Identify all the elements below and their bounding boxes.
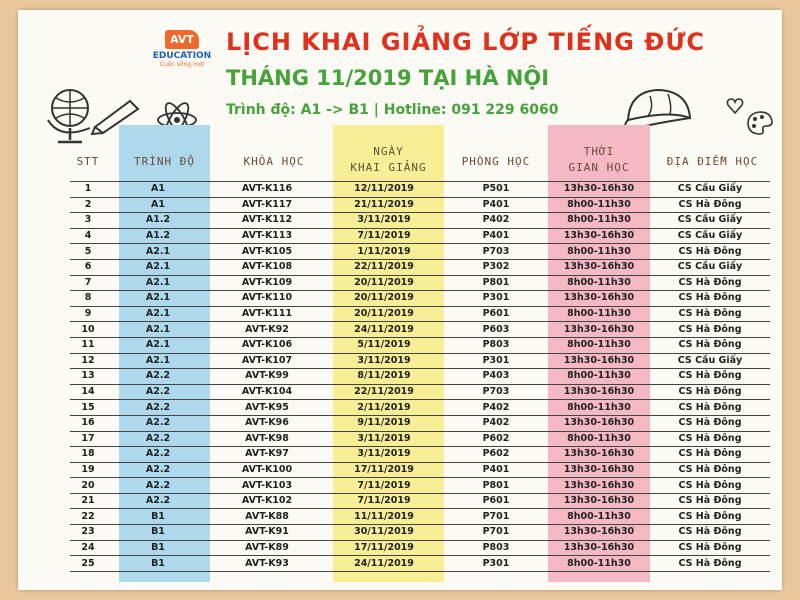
cell-location: CS Cầu Giấy: [650, 213, 770, 229]
cell-start_date: 17/11/2019: [324, 462, 444, 478]
cell-stt: 12: [70, 353, 106, 369]
cell-stt: 20: [70, 478, 106, 494]
cell-time: 8h00-11h30: [548, 244, 650, 260]
cell-time: 13h30-16h30: [548, 415, 650, 431]
header-location: ĐỊA ĐIỂM HỌC: [666, 155, 759, 168]
cell-time: 8h00-11h30: [548, 556, 650, 572]
cell-location: CS Hà Đông: [650, 306, 770, 322]
page-subtitle: THÁNG 11/2019 TẠI HÀ NỘI: [226, 66, 550, 90]
cell-start_date: 21/11/2019: [324, 197, 444, 213]
cell-room: P301: [444, 353, 548, 369]
cell-start_date: 20/11/2019: [324, 306, 444, 322]
cell-course: AVT-K106: [210, 337, 324, 353]
cell-level: A1: [106, 182, 210, 198]
cell-start_date: 9/11/2019: [324, 415, 444, 431]
cell-course: AVT-K108: [210, 259, 324, 275]
table-row: [70, 478, 770, 494]
cell-level: A2.1: [106, 337, 210, 353]
cell-location: CS Cầu Giấy: [650, 259, 770, 275]
table-row: [70, 369, 770, 385]
cell-start_date: 11/11/2019: [324, 509, 444, 525]
cell-start_date: 3/11/2019: [324, 431, 444, 447]
table-row: [70, 259, 770, 275]
logo-tagline: Cuộc sống mới: [159, 61, 205, 68]
header-level: TRÌNH ĐỘ: [134, 155, 195, 168]
cell-room: P402: [444, 415, 548, 431]
table-row: [70, 275, 770, 291]
cell-course: AVT-K98: [210, 431, 324, 447]
cell-start_date: 2/11/2019: [324, 400, 444, 416]
cell-level: B1: [106, 525, 210, 541]
cell-time: 13h30-16h30: [548, 353, 650, 369]
cell-course: AVT-K93: [210, 556, 324, 572]
cell-level: A2.2: [106, 415, 210, 431]
table-row: [70, 431, 770, 447]
cell-stt: 22: [70, 509, 106, 525]
cell-location: CS Hà Đông: [650, 525, 770, 541]
header-room: PHÒNG HỌC: [461, 155, 531, 168]
cell-room: P703: [444, 244, 548, 260]
cell-location: CS Hà Đông: [650, 478, 770, 494]
table-row: [70, 400, 770, 416]
cell-room: P301: [444, 556, 548, 572]
cell-level: A1.2: [106, 228, 210, 244]
cell-room: P402: [444, 400, 548, 416]
cell-location: CS Hà Đông: [650, 447, 770, 463]
cell-level: A1: [106, 197, 210, 213]
page-title: LỊCH KHAI GIẢNG LỚP TIẾNG ĐỨC: [226, 28, 705, 56]
brand-logo: [150, 28, 214, 68]
cell-course: AVT-K113: [210, 228, 324, 244]
cell-time: 8h00-11h30: [548, 306, 650, 322]
cell-time: 8h00-11h30: [548, 337, 650, 353]
cell-room: P401: [444, 462, 548, 478]
cell-time: 8h00-11h30: [548, 431, 650, 447]
cell-start_date: 20/11/2019: [324, 275, 444, 291]
cell-course: AVT-K105: [210, 244, 324, 260]
cell-course: AVT-K99: [210, 369, 324, 385]
cell-course: AVT-K92: [210, 322, 324, 338]
cell-time: 13h30-16h30: [548, 322, 650, 338]
header-stt: STT: [76, 155, 100, 168]
cell-start_date: 3/11/2019: [324, 353, 444, 369]
cell-stt: 24: [70, 540, 106, 556]
cell-course: AVT-K103: [210, 478, 324, 494]
cell-location: CS Hà Đông: [650, 540, 770, 556]
cell-stt: 21: [70, 493, 106, 509]
cell-start_date: 24/11/2019: [324, 556, 444, 572]
cell-level: A2.2: [106, 478, 210, 494]
cell-level: B1: [106, 509, 210, 525]
header-start-line2: KHAI GIẢNG: [350, 161, 427, 174]
cell-stt: 10: [70, 322, 106, 338]
cell-room: P401: [444, 197, 548, 213]
cell-level: A1.2: [106, 213, 210, 229]
schedule-table: [70, 181, 770, 572]
cell-location: CS Hà Đông: [650, 384, 770, 400]
cell-level: A2.2: [106, 384, 210, 400]
cell-location: CS Hà Đông: [650, 322, 770, 338]
cell-course: AVT-K89: [210, 540, 324, 556]
cell-room: P602: [444, 431, 548, 447]
cell-stt: 4: [70, 228, 106, 244]
heart-icon: [726, 98, 744, 114]
table-row: [70, 525, 770, 541]
cell-time: 8h00-11h30: [548, 400, 650, 416]
cell-course: AVT-K100: [210, 462, 324, 478]
table-row: [70, 353, 770, 369]
cell-room: P701: [444, 525, 548, 541]
cell-time: 13h30-16h30: [548, 493, 650, 509]
cell-room: P301: [444, 291, 548, 307]
table-row: [70, 291, 770, 307]
table-row: [70, 462, 770, 478]
cell-time: 13h30-16h30: [548, 540, 650, 556]
cell-stt: 2: [70, 197, 106, 213]
cell-time: 13h30-16h30: [548, 228, 650, 244]
cell-level: A2.1: [106, 244, 210, 260]
cell-room: P701: [444, 509, 548, 525]
cell-time: 13h30-16h30: [548, 478, 650, 494]
cell-location: CS Hà Đông: [650, 400, 770, 416]
cell-stt: 11: [70, 337, 106, 353]
paint-palette-icon: [746, 110, 774, 136]
cell-room: P601: [444, 306, 548, 322]
cell-course: AVT-K96: [210, 415, 324, 431]
cell-time: 13h30-16h30: [548, 182, 650, 198]
table-row: [70, 322, 770, 338]
cell-stt: 25: [70, 556, 106, 572]
cell-level: A2.2: [106, 462, 210, 478]
cell-level: B1: [106, 556, 210, 572]
cell-time: 13h30-16h30: [548, 384, 650, 400]
cell-location: CS Hà Đông: [650, 493, 770, 509]
cell-stt: 9: [70, 306, 106, 322]
table-row: [70, 228, 770, 244]
cell-location: CS Hà Đông: [650, 197, 770, 213]
cell-time: 13h30-16h30: [548, 259, 650, 275]
table-row: [70, 415, 770, 431]
cell-level: A2.1: [106, 275, 210, 291]
cell-room: P703: [444, 384, 548, 400]
cell-start_date: 20/11/2019: [324, 291, 444, 307]
cell-level: B1: [106, 540, 210, 556]
cell-course: AVT-K111: [210, 306, 324, 322]
cell-location: CS Hà Đông: [650, 337, 770, 353]
table-row: [70, 509, 770, 525]
cell-start_date: 1/11/2019: [324, 244, 444, 260]
cell-location: CS Hà Đông: [650, 275, 770, 291]
cell-course: AVT-K116: [210, 182, 324, 198]
cell-room: P302: [444, 259, 548, 275]
cell-start_date: 3/11/2019: [324, 213, 444, 229]
cell-start_date: 22/11/2019: [324, 259, 444, 275]
cell-course: AVT-K102: [210, 493, 324, 509]
cell-level: A2.2: [106, 447, 210, 463]
cell-course: AVT-K88: [210, 509, 324, 525]
cell-course: AVT-K112: [210, 213, 324, 229]
cell-room: P602: [444, 447, 548, 463]
cell-stt: 5: [70, 244, 106, 260]
table-row: [70, 384, 770, 400]
cell-start_date: 7/11/2019: [324, 493, 444, 509]
table-row: [70, 244, 770, 260]
cell-time: 8h00-11h30: [548, 369, 650, 385]
cell-location: CS Hà Đông: [650, 244, 770, 260]
cell-room: P402: [444, 213, 548, 229]
cell-course: AVT-K110: [210, 291, 324, 307]
cell-location: CS Hà Đông: [650, 415, 770, 431]
cell-time: 13h30-16h30: [548, 462, 650, 478]
cell-level: A2.2: [106, 493, 210, 509]
logo-mark: AVT: [165, 30, 199, 49]
cell-level: A2.1: [106, 306, 210, 322]
cell-course: AVT-K91: [210, 525, 324, 541]
header-course: KHÓA HỌC: [243, 155, 305, 168]
header-time-line2: GIAN HỌC: [568, 161, 630, 174]
table-row: [70, 213, 770, 229]
cell-course: AVT-K95: [210, 400, 324, 416]
header-time-line1: THỜI: [583, 145, 615, 158]
cell-level: A2.1: [106, 291, 210, 307]
table-row: [70, 447, 770, 463]
cell-location: CS Cầu Giấy: [650, 353, 770, 369]
table-row: [70, 337, 770, 353]
cell-location: CS Cầu Giấy: [650, 182, 770, 198]
cell-start_date: 30/11/2019: [324, 525, 444, 541]
cell-stt: 7: [70, 275, 106, 291]
cell-room: P601: [444, 493, 548, 509]
cell-time: 13h30-16h30: [548, 525, 650, 541]
cell-stt: 18: [70, 447, 106, 463]
cell-stt: 8: [70, 291, 106, 307]
cell-start_date: 8/11/2019: [324, 369, 444, 385]
cell-time: 8h00-11h30: [548, 275, 650, 291]
cell-level: A2.1: [106, 322, 210, 338]
cell-time: 8h00-11h30: [548, 197, 650, 213]
table-row: [70, 197, 770, 213]
cell-start_date: 5/11/2019: [324, 337, 444, 353]
cell-time: 13h30-16h30: [548, 447, 650, 463]
cell-time: 8h00-11h30: [548, 213, 650, 229]
cell-course: AVT-K107: [210, 353, 324, 369]
cell-location: CS Hà Đông: [650, 291, 770, 307]
cell-level: A2.2: [106, 369, 210, 385]
cell-stt: 23: [70, 525, 106, 541]
cell-course: AVT-K109: [210, 275, 324, 291]
cell-start_date: 12/11/2019: [324, 182, 444, 198]
cell-start_date: 7/11/2019: [324, 228, 444, 244]
cell-location: CS Hà Đông: [650, 509, 770, 525]
cell-start_date: 7/11/2019: [324, 478, 444, 494]
cell-start_date: 3/11/2019: [324, 447, 444, 463]
cell-location: CS Hà Đông: [650, 431, 770, 447]
cell-room: P501: [444, 182, 548, 198]
cell-course: AVT-K117: [210, 197, 324, 213]
level-hotline-info: Trình độ: A1 -> B1 | Hotline: 091 229 6060: [226, 102, 559, 118]
header-start-line1: NGÀY: [373, 145, 404, 158]
logo-name: EDUCATION: [152, 51, 212, 61]
cell-start_date: 17/11/2019: [324, 540, 444, 556]
cell-level: A2.1: [106, 353, 210, 369]
cell-stt: 1: [70, 182, 106, 198]
cell-stt: 17: [70, 431, 106, 447]
cell-stt: 16: [70, 415, 106, 431]
table-row: [70, 306, 770, 322]
cell-location: CS Hà Đông: [650, 556, 770, 572]
cell-start_date: 24/11/2019: [324, 322, 444, 338]
cell-room: P401: [444, 228, 548, 244]
cell-stt: 19: [70, 462, 106, 478]
cell-level: A2.2: [106, 431, 210, 447]
cell-stt: 3: [70, 213, 106, 229]
cell-room: P803: [444, 540, 548, 556]
cell-room: P603: [444, 322, 548, 338]
cell-time: 8h00-11h30: [548, 509, 650, 525]
cell-stt: 13: [70, 369, 106, 385]
cell-location: CS Hà Đông: [650, 462, 770, 478]
cell-room: P803: [444, 337, 548, 353]
cell-room: P403: [444, 369, 548, 385]
cell-room: P801: [444, 478, 548, 494]
cell-location: CS Cầu Giấy: [650, 228, 770, 244]
cell-time: 13h30-16h30: [548, 291, 650, 307]
table-row: [70, 556, 770, 572]
cell-room: P801: [444, 275, 548, 291]
cell-level: A2.1: [106, 259, 210, 275]
cell-level: A2.2: [106, 400, 210, 416]
cell-stt: 6: [70, 259, 106, 275]
table-row: [70, 182, 770, 198]
cell-course: AVT-K104: [210, 384, 324, 400]
table-header: [70, 145, 770, 185]
cell-stt: 14: [70, 384, 106, 400]
table-row: [70, 493, 770, 509]
table-row: [70, 540, 770, 556]
cell-location: CS Hà Đông: [650, 369, 770, 385]
cell-course: AVT-K97: [210, 447, 324, 463]
cell-start_date: 22/11/2019: [324, 384, 444, 400]
cell-stt: 15: [70, 400, 106, 416]
